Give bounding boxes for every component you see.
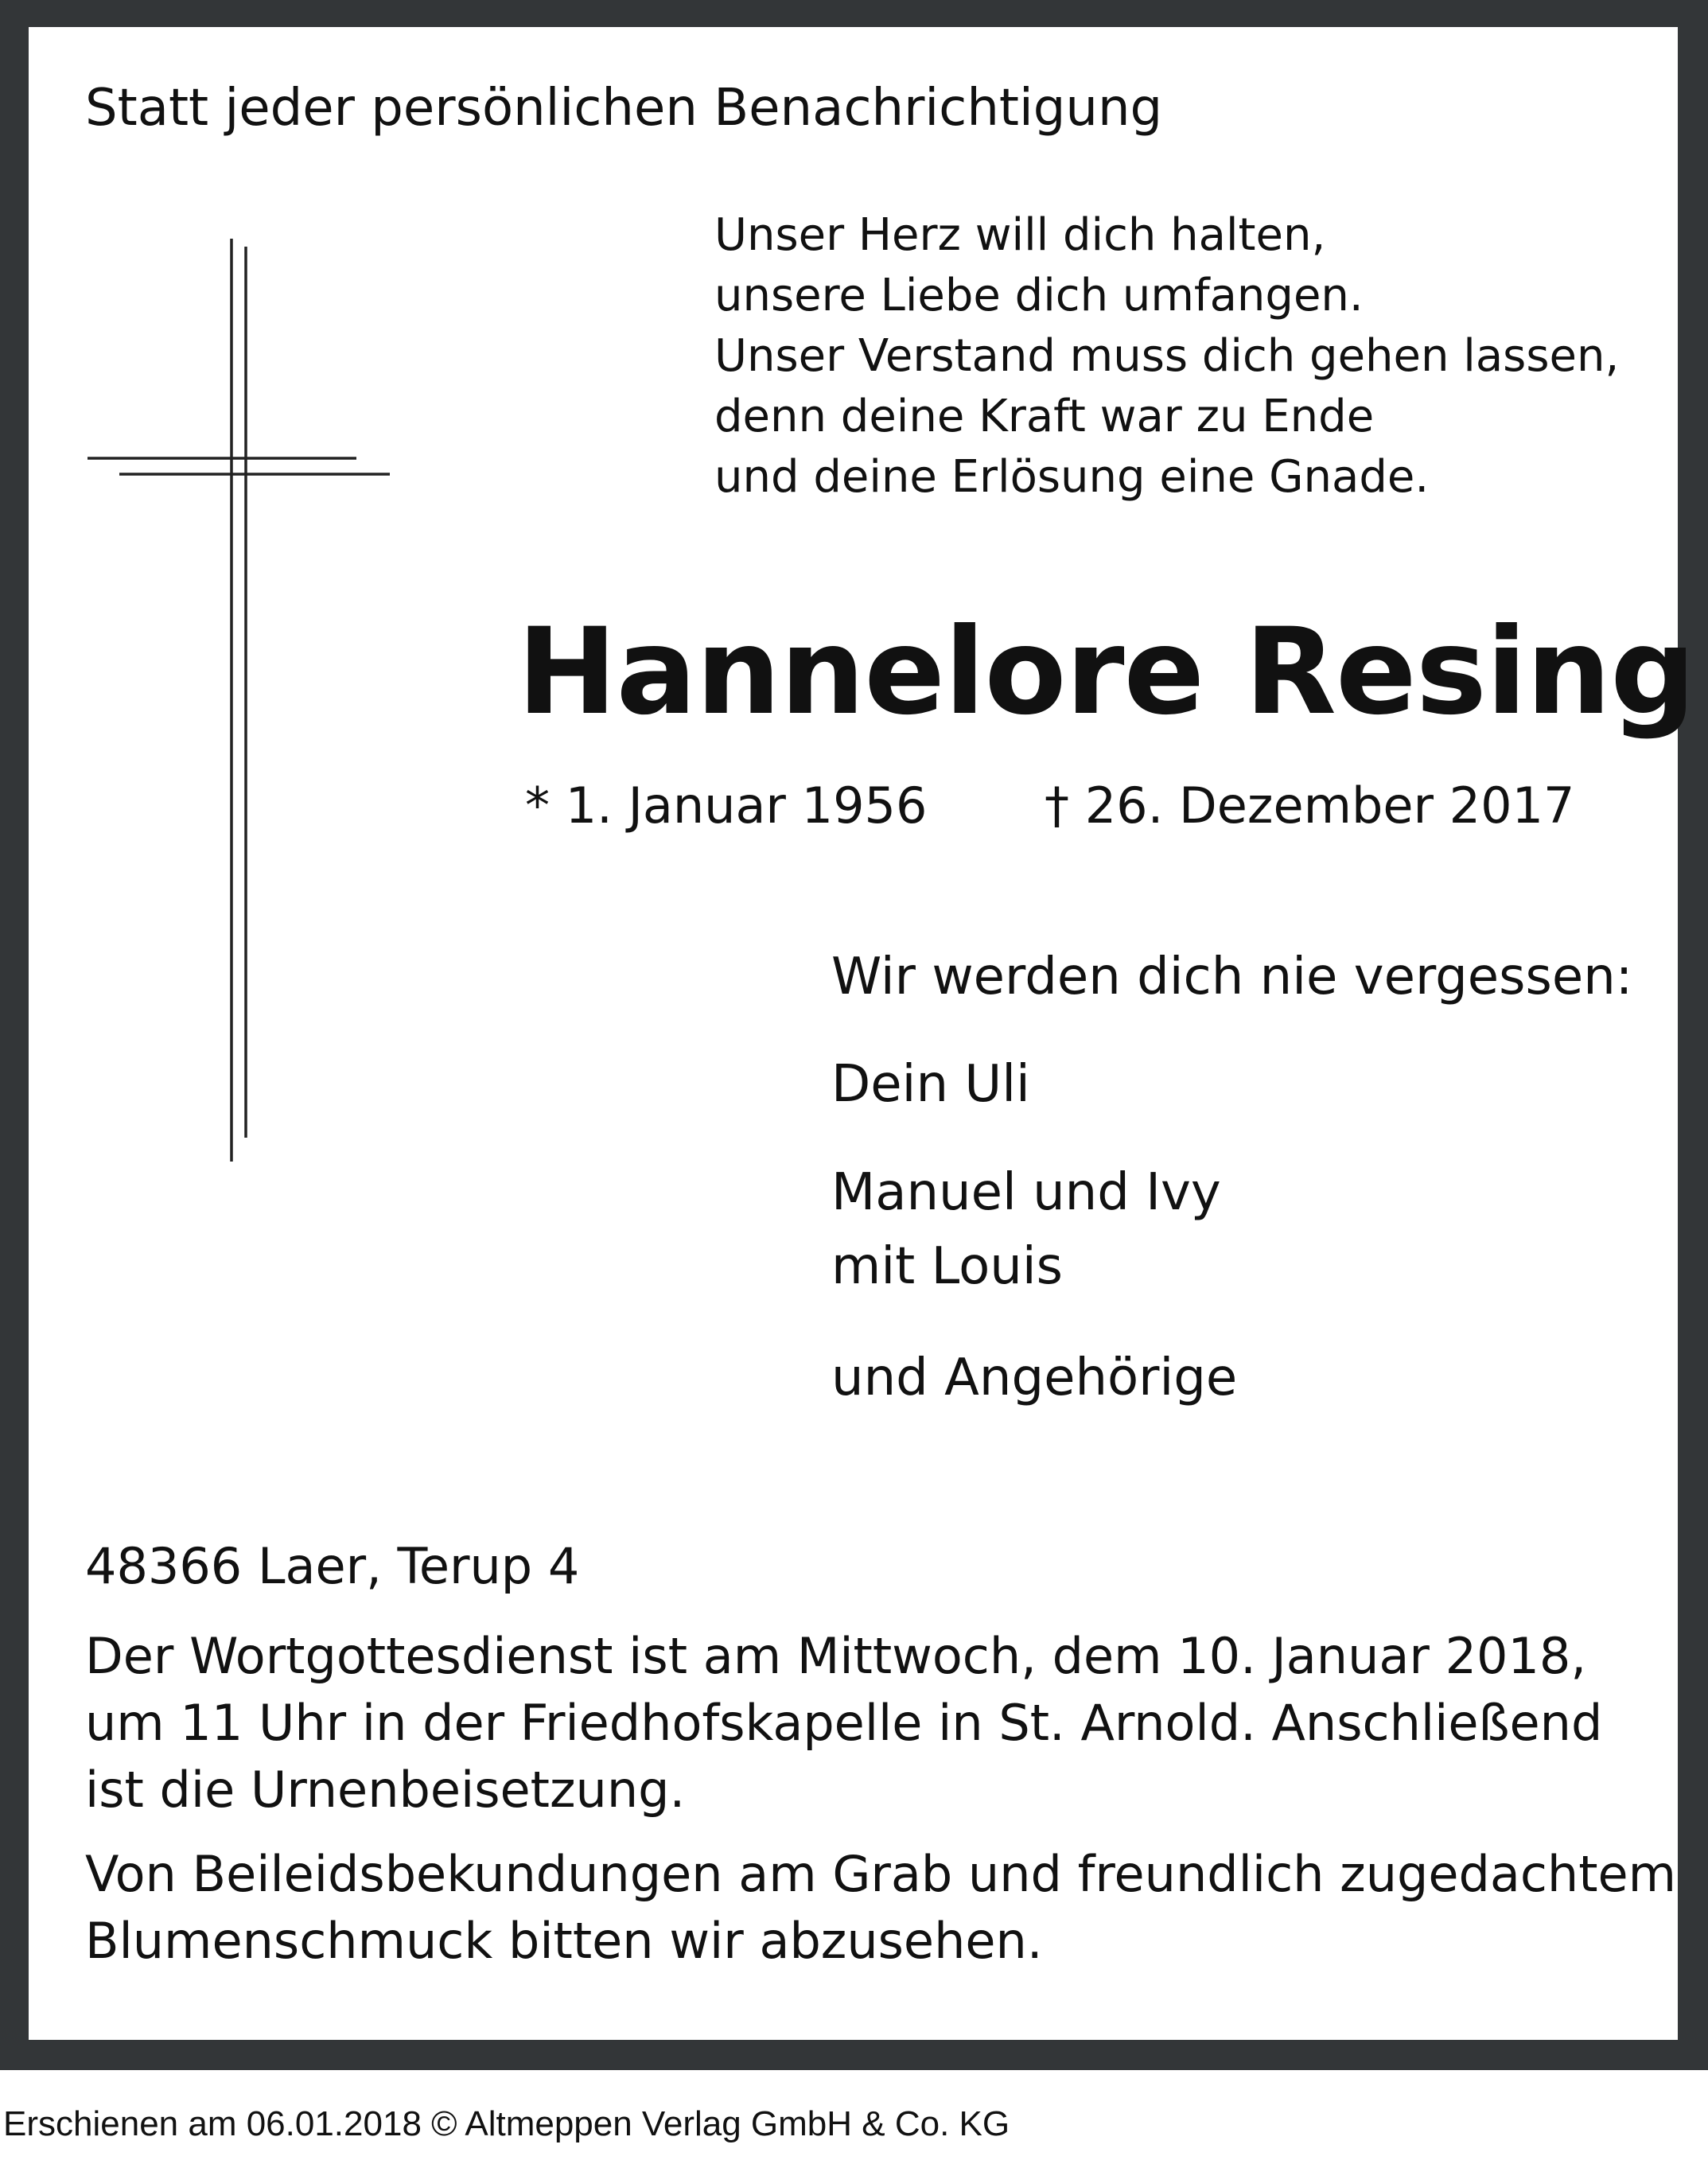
birth-date: * 1. Januar 1956 (525, 776, 928, 835)
poem-line: denn deine Kraft war zu Ende (714, 391, 1375, 442)
address: 48366 Laer, Terup 4 (85, 1537, 580, 1595)
death-date: † 26. Dezember 2017 (1045, 776, 1575, 835)
service-line: um 11 Uhr in der Friedhofskapelle in St. Arnold. Anschließend (85, 1694, 1603, 1752)
poem-line: Unser Herz will dich halten, (714, 209, 1326, 261)
family-member: mit Louis (831, 1237, 1063, 1296)
poem-line: unsere Liebe dich umfangen. (714, 270, 1364, 321)
family-member: und Angehörige (831, 1349, 1238, 1407)
family-member: Dein Uli (831, 1055, 1030, 1114)
condolence-line: Von Beileidsbekundungen am Grab und freundlich zugedachtem (85, 1845, 1677, 1903)
service-line: Der Wortgottesdienst ist am Mittwoch, dem 10. Januar 2018, (85, 1627, 1587, 1685)
publication-footer: Erschienen am 06.01.2018 © Altmeppen Verlag GmbH & Co. KG (3, 2104, 1010, 2143)
service-line: ist die Urnenbeisetzung. (85, 1761, 686, 1819)
condolence-line: Blumenschmuck bitten wir abzusehen. (85, 1912, 1043, 1970)
poem-line: Unser Verstand muss dich gehen lassen, (714, 330, 1620, 382)
intro-line: Statt jeder persönlichen Benachrichtigung (85, 79, 1163, 138)
deceased-name: Hannelore Resing (517, 603, 1695, 741)
family-member: Manuel und Ivy (831, 1163, 1221, 1222)
condolence-note (85, 1841, 1676, 1975)
poem-line: und deine Erlösung eine Gnade. (714, 451, 1430, 503)
service-info (85, 1623, 1628, 1823)
family-intro: Wir werden dich nie vergessen: (831, 948, 1633, 1006)
poem (714, 205, 1619, 508)
cross-icon (0, 0, 414, 1193)
